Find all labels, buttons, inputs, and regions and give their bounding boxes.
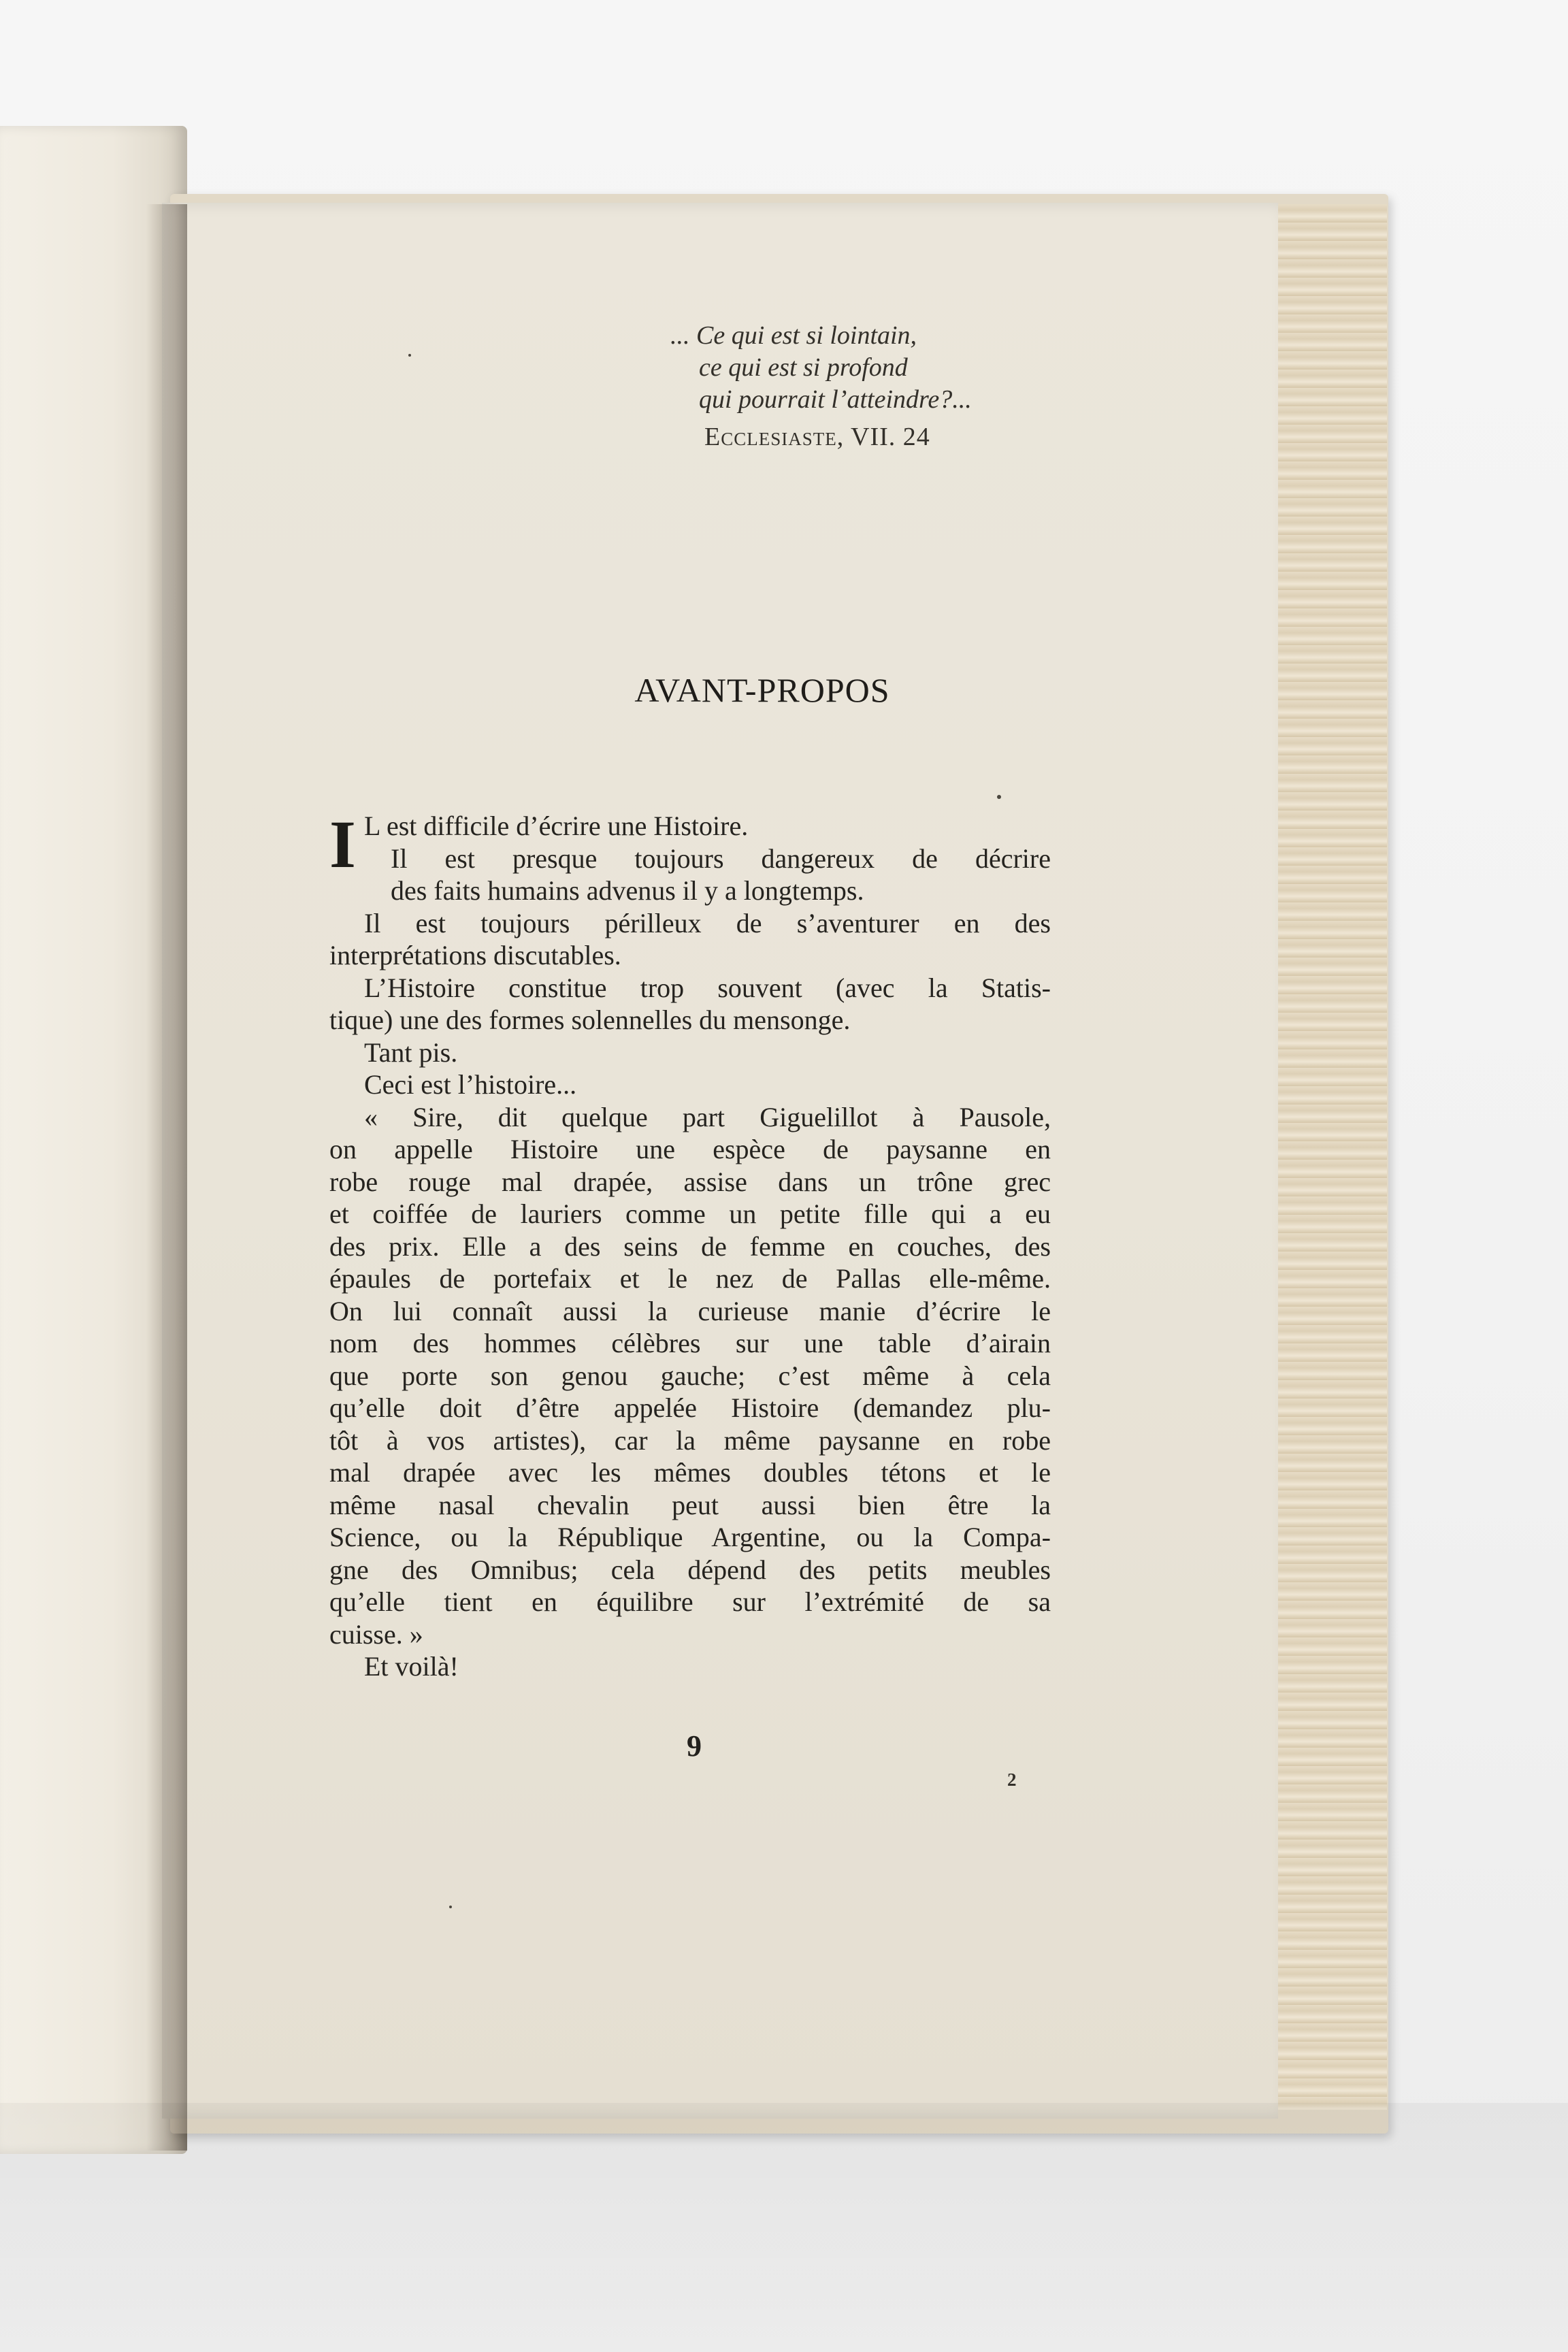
text-line: qu’elle doit d’être appelée Histoire (demandez plu- [329,1392,1051,1423]
epigraph-line: ce qui est si profond [699,353,908,382]
chapter-heading: AVANT-PROPOS [634,671,890,709]
epigraph-line: ... Ce qui est si lointain, [670,321,917,350]
epigraph-reference: Ecclesiaste, VII. 24 [704,423,930,451]
page-number: 9 [687,1729,702,1763]
text-line: nom des hommes célèbres sur une table d’airain [329,1328,1051,1358]
text-line: L est difficile d’écrire une Histoire. [364,811,749,841]
text-line: robe rouge mal drapée, assise dans un trône grec [329,1166,1051,1197]
text-line: on appelle Histoire une espèce de paysanne en [329,1134,1051,1164]
text-line: même nasal chevalin peut aussi bien être la [329,1489,1051,1520]
text-line: Il est presque toujours dangereux de décrire [391,843,1051,874]
text-line: Il est toujours périlleux de s’aventurer en des [364,907,1051,938]
epigraph [670,320,1147,453]
text-line: des prix. Elle a des seins de femme en couches, des [329,1230,1051,1262]
text-line: Et voilà! [364,1651,459,1682]
text-line: gne des Omnibus; cela dépend des petits meubles [329,1554,1051,1585]
table-shadow [0,2103,1568,2352]
text-line: tôt à vos artistes), car la même paysanne en robe [329,1424,1051,1456]
body-text [329,806,1051,1683]
paper-speck [449,1906,452,1908]
text-line: tique) une des formes solennelles du mensonge. [329,1004,851,1035]
text-line: cuisse. » [329,1618,423,1650]
text-line: On lui connaît aussi la curieuse manie d’écrire le [329,1295,1051,1326]
text-line: que porte son genou gauche; c’est même à cela [329,1360,1051,1391]
text-line: et coiffée de lauriers comme un petite fille qui a eu [329,1198,1051,1229]
paper-speck [997,795,1001,799]
text-line: L’Histoire constitue trop souvent (avec la Statis- [364,972,1051,1003]
text-line: mal drapée avec les mêmes doubles tétons et le [329,1457,1051,1488]
epigraph-line: qui pourrait l’atteindre?... [699,385,972,414]
text-line: Science, ou la République Argentine, ou la Compa- [329,1522,1051,1552]
drop-cap: I [329,806,356,882]
text-line: qu’elle tient en équilibre sur l’extrémité de sa [329,1586,1051,1617]
text-line: des faits humains advenus il y a longtemps. [391,875,864,906]
text-line: Tant pis. [364,1036,458,1068]
paper-speck [408,354,411,357]
text-line: Ceci est l’histoire... [364,1069,577,1100]
text-line: interprétations discutables. [329,940,621,970]
text-line: « Sire, dit quelque part Giguelillot à Pausole, [364,1101,1051,1132]
text-line: épaules de portefaix et le nez de Pallas elle-même. [329,1263,1051,1294]
deckled-edge [1278,204,1387,2110]
book-gutter [146,204,187,2151]
signature-mark: 2 [1007,1769,1017,1790]
